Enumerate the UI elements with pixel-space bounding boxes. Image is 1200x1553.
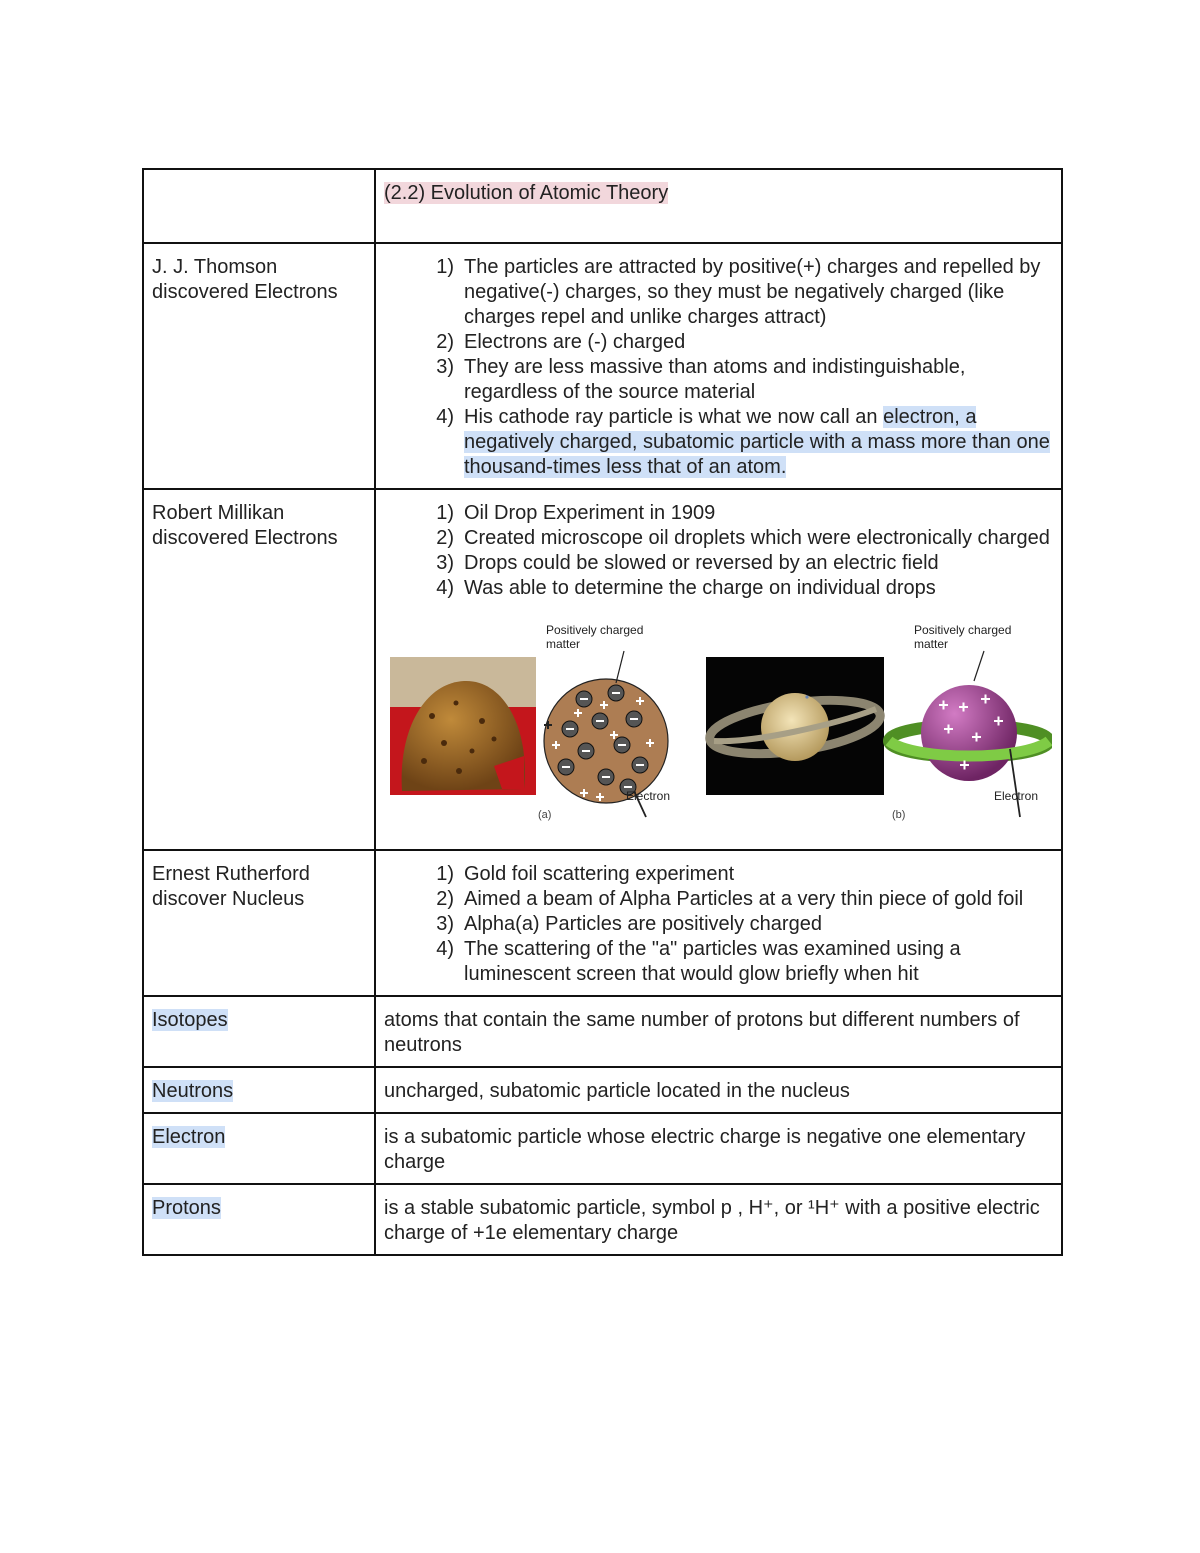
definition-cell: uncharged, subatomic particle located in the nucleus: [375, 1067, 1062, 1113]
term-cell: [143, 1067, 375, 1113]
atom-model-illustration: [384, 621, 1052, 841]
term-cell: [143, 1184, 375, 1255]
term-line: discover Nucleus: [152, 888, 305, 910]
point-list: [384, 255, 1051, 480]
saturn-photo: [706, 657, 884, 795]
list-item: 3. They are less massive than atoms and indistinguishable, regardless of the source material: [454, 355, 1051, 405]
table-row-protons: [143, 1184, 1062, 1255]
electron-label-a: Electron: [626, 789, 671, 803]
table-row-neutrons: [143, 1067, 1062, 1113]
list-item: [454, 405, 1051, 480]
electron-label-b: Electron: [994, 789, 1039, 803]
empty-header-cell: [143, 169, 375, 243]
positive-matter-label-b: Positively charged matter: [914, 623, 1012, 651]
highlighted-text: electron, a negatively charged, subatomic particle with a mass more than one thousand-times less that of an atom.: [464, 406, 1050, 478]
definition-cell: is a stable subatomic particle, symbol p , H⁺, or ¹H⁺ with a positive electric charge of +1e elementary charge: [375, 1184, 1062, 1255]
point-list: [384, 501, 1051, 601]
positive-matter-label-a: Positively charged matter: [546, 623, 644, 651]
list-item: 1. Oil Drop Experiment in 1909: [454, 501, 1051, 526]
term-line: discovered Electrons: [152, 527, 338, 549]
term-neutrons: Neutrons: [152, 1080, 234, 1102]
points-cell: [375, 489, 1062, 850]
page-title: (2.2) Evolution of Atomic Theory: [384, 182, 669, 204]
term-line: discovered Electrons: [152, 281, 338, 303]
points-cell: [375, 243, 1062, 489]
point-list: [384, 862, 1051, 987]
points-cell: [375, 850, 1062, 996]
title-row: [143, 169, 1062, 243]
point-text: His cathode ray particle is what we now call an: [464, 406, 884, 428]
list-item: 1. The particles are attracted by positive(+) charges and repelled by negative(-) charges, so they must be negatively charged (like charges repel and unlike charges attract): [454, 255, 1051, 330]
term-cell: [143, 489, 375, 850]
list-item: 1. Gold foil scattering experiment: [454, 862, 1051, 887]
term-isotopes: Isotopes: [152, 1009, 228, 1031]
term-cell: [143, 850, 375, 996]
term-line: Robert Millikan: [152, 502, 285, 524]
title-cell: [375, 169, 1062, 243]
figure-label-a: (a): [538, 809, 552, 821]
term-electron: Electron: [152, 1126, 226, 1148]
notes-table: [142, 168, 1063, 1256]
list-item: 2. Electrons are (-) charged: [454, 330, 1051, 355]
definition-cell: is a subatomic particle whose electric charge is negative one elementary charge: [375, 1113, 1062, 1184]
definition-cell: atoms that contain the same number of protons but different numbers of neutrons: [375, 996, 1062, 1067]
plum-pudding-photo: [390, 657, 536, 795]
term-cell: [143, 243, 375, 489]
term-line: Ernest Rutherford: [152, 863, 310, 885]
list-item: 3. Alpha(a) Particles are positively charged: [454, 912, 1051, 937]
list-item: 4. The scattering of the "a" particles was examined using a luminescent screen that would glow briefly when hit: [454, 937, 1051, 987]
term-line: J. J. Thomson: [152, 256, 278, 278]
term-cell: [143, 1113, 375, 1184]
list-item: 4. Was able to determine the charge on individual drops: [454, 576, 1051, 601]
list-item: 2. Aimed a beam of Alpha Particles at a very thin piece of gold foil: [454, 887, 1051, 912]
table-row-rutherford: [143, 850, 1062, 996]
list-item: 3. Drops could be slowed or reversed by an electric field: [454, 551, 1051, 576]
table-row-isotopes: [143, 996, 1062, 1067]
table-row-thomson: [143, 243, 1062, 489]
term-cell: [143, 996, 375, 1067]
table-row-millikan: [143, 489, 1062, 850]
atom-model-figure: [384, 621, 1051, 841]
figure-label-b: (b): [892, 809, 906, 821]
list-item: 2. Created microscope oil droplets which were electronically charged: [454, 526, 1051, 551]
table-row-electron: [143, 1113, 1062, 1184]
term-protons: Protons: [152, 1197, 221, 1219]
